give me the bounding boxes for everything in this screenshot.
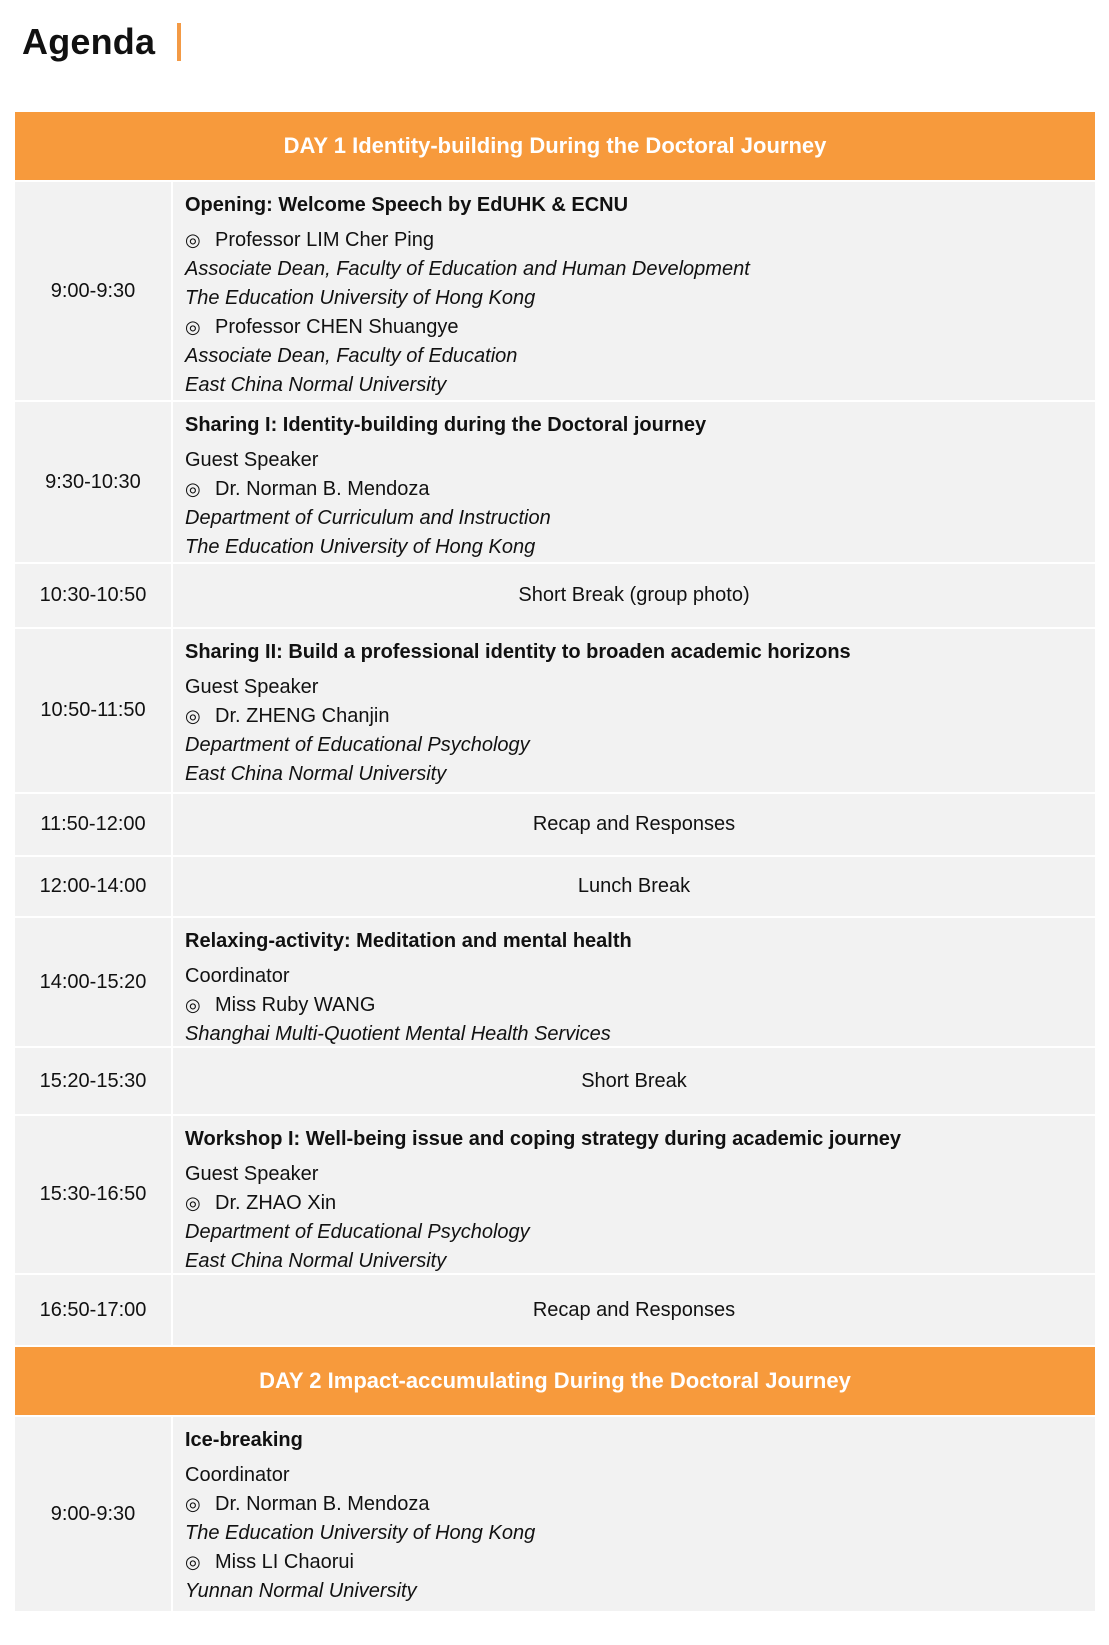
bullet-icon: ◎ [185, 706, 201, 726]
break-label: Lunch Break [577, 875, 691, 897]
session-details [173, 1116, 1095, 1273]
day-1-header: DAY 1 Identity-building During the Doctoral Journey [15, 112, 1095, 182]
bullet-icon: ◎ [185, 995, 201, 1015]
session-time: 10:30-10:50 [15, 564, 173, 627]
bullet-icon: ◎ [185, 1193, 201, 1213]
session-time: 9:00-9:30 [15, 182, 173, 400]
session-time: 9:30-10:30 [15, 402, 173, 562]
session-title: Opening: Welcome Speech by EdUHK & ECNU [185, 194, 629, 216]
break-label: Recap and Responses [532, 1298, 736, 1321]
speaker-affiliation: The Education University of Hong Kong [185, 287, 536, 309]
session-time: 12:00-14:00 [15, 857, 173, 916]
break-label: Short Break [581, 1069, 687, 1092]
speaker-affiliation: The Education University of Hong Kong [185, 1522, 536, 1544]
speaker-affiliation: Department of Educational Psychology [185, 1221, 530, 1243]
agenda-row [15, 1417, 1095, 1613]
speaker-name: ◎ Dr. ZHENG Chanjin [185, 702, 1083, 731]
session-time: 10:50-11:50 [15, 629, 173, 792]
agenda-row [15, 794, 1095, 857]
speaker-affiliation: East China Normal University [185, 374, 447, 396]
speaker-affiliation: Shanghai Multi-Quotient Mental Health Services [185, 1023, 611, 1045]
page-title: Agenda [22, 21, 156, 62]
bullet-icon: ◎ [185, 317, 201, 337]
session-title: Sharing II: Build a professional identity to broaden academic horizons [185, 641, 851, 663]
speaker-name: ◎ Professor CHEN Shuangye [185, 313, 1083, 342]
session-time: 16:50-17:00 [15, 1275, 173, 1345]
day-2-header: DAY 2 Impact-accumulating During the Doctoral Journey [15, 1347, 1095, 1417]
speaker-affiliation: East China Normal University [185, 763, 447, 785]
agenda-row [15, 1048, 1095, 1116]
agenda-row [15, 402, 1095, 564]
break-label: Short Break (group photo) [518, 584, 750, 606]
bullet-icon: ◎ [185, 230, 201, 250]
agenda-row [15, 1116, 1095, 1275]
session-time: 15:30-16:50 [15, 1116, 173, 1273]
session-details [173, 1417, 1095, 1611]
session-title: Ice-breaking [185, 1429, 303, 1451]
agenda-row [15, 629, 1095, 794]
session-title: Workshop I: Well-being issue and coping strategy during academic journey [185, 1128, 902, 1150]
speaker-affiliation: East China Normal University [185, 1250, 447, 1272]
session-time: 11:50-12:00 [15, 794, 173, 855]
session-details [173, 402, 1095, 562]
speaker-name: ◎ Dr. ZHAO Xin [185, 1189, 1083, 1218]
session-time: 9:00-9:30 [15, 1417, 173, 1611]
speaker-role: Coordinator [185, 1464, 290, 1486]
speaker-name: ◎ Miss Ruby WANG [185, 991, 1083, 1020]
session-time: 14:00-15:20 [15, 918, 173, 1046]
speaker-name: ◎ Professor LIM Cher Ping [185, 226, 1083, 255]
speaker-affiliation: Department of Educational Psychology [185, 734, 530, 756]
agenda-row [15, 182, 1095, 402]
bullet-icon: ◎ [185, 1494, 201, 1514]
session-title: Sharing I: Identity-building during the Doctoral journey [185, 414, 707, 436]
break-label: Recap and Responses [532, 813, 736, 835]
speaker-role: Guest Speaker [185, 1163, 319, 1185]
session-title: Relaxing-activity: Meditation and mental health [185, 930, 632, 952]
agenda-row [15, 918, 1095, 1048]
session-details [173, 918, 1095, 1046]
agenda-row [15, 1275, 1095, 1347]
speaker-role: Guest Speaker [185, 449, 319, 471]
speaker-name: ◎ Dr. Norman B. Mendoza [185, 475, 1083, 504]
speaker-affiliation: Associate Dean, Faculty of Education [185, 345, 518, 367]
agenda-table [15, 112, 1095, 1613]
page-header [22, 18, 181, 66]
speaker-affiliation: The Education University of Hong Kong [185, 536, 536, 558]
agenda-row [15, 564, 1095, 629]
agenda-row [15, 857, 1095, 918]
speaker-affiliation: Associate Dean, Faculty of Education and Human Development [185, 258, 750, 280]
bullet-icon: ◎ [185, 1552, 201, 1572]
title-accent-bar [177, 23, 181, 61]
session-time: 15:20-15:30 [15, 1048, 173, 1114]
session-details [173, 629, 1095, 792]
speaker-name: ◎ Miss LI Chaorui [185, 1548, 1083, 1577]
bullet-icon: ◎ [185, 479, 201, 499]
speaker-affiliation: Yunnan Normal University [185, 1580, 417, 1602]
speaker-affiliation: Department of Curriculum and Instruction [185, 507, 551, 529]
speaker-name: ◎ Dr. Norman B. Mendoza [185, 1490, 1083, 1519]
speaker-role: Coordinator [185, 965, 290, 987]
speaker-role: Guest Speaker [185, 676, 319, 698]
session-details [173, 182, 1095, 400]
